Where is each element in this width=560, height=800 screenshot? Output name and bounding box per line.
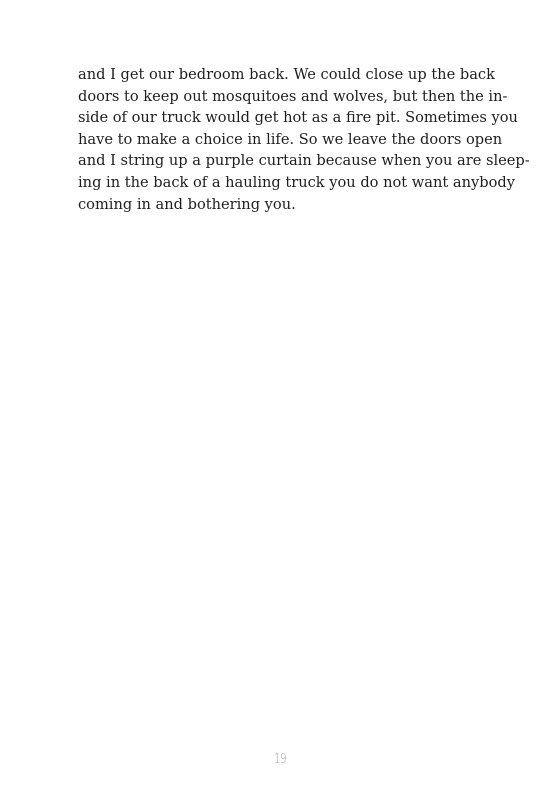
body-line: and I get our bedroom back. We could close up the back bbox=[78, 66, 495, 83]
body-line: have to make a choice in life. So we leave the doors open bbox=[78, 130, 503, 148]
body-text bbox=[78, 64, 530, 215]
body-line: side of our truck would get hot as a fire pit. Sometimes you bbox=[78, 109, 518, 127]
body-line: ing in the back of a hauling truck you do not want anybody bbox=[78, 173, 515, 191]
body-line: and I string up a purple curtain because when you are sleep- bbox=[78, 152, 530, 170]
body-line: doors to keep out mosquitoes and wolves, but then the in- bbox=[78, 87, 508, 105]
page-number: 19 bbox=[273, 752, 287, 767]
body-line: coming in and bothering you. bbox=[78, 195, 296, 213]
